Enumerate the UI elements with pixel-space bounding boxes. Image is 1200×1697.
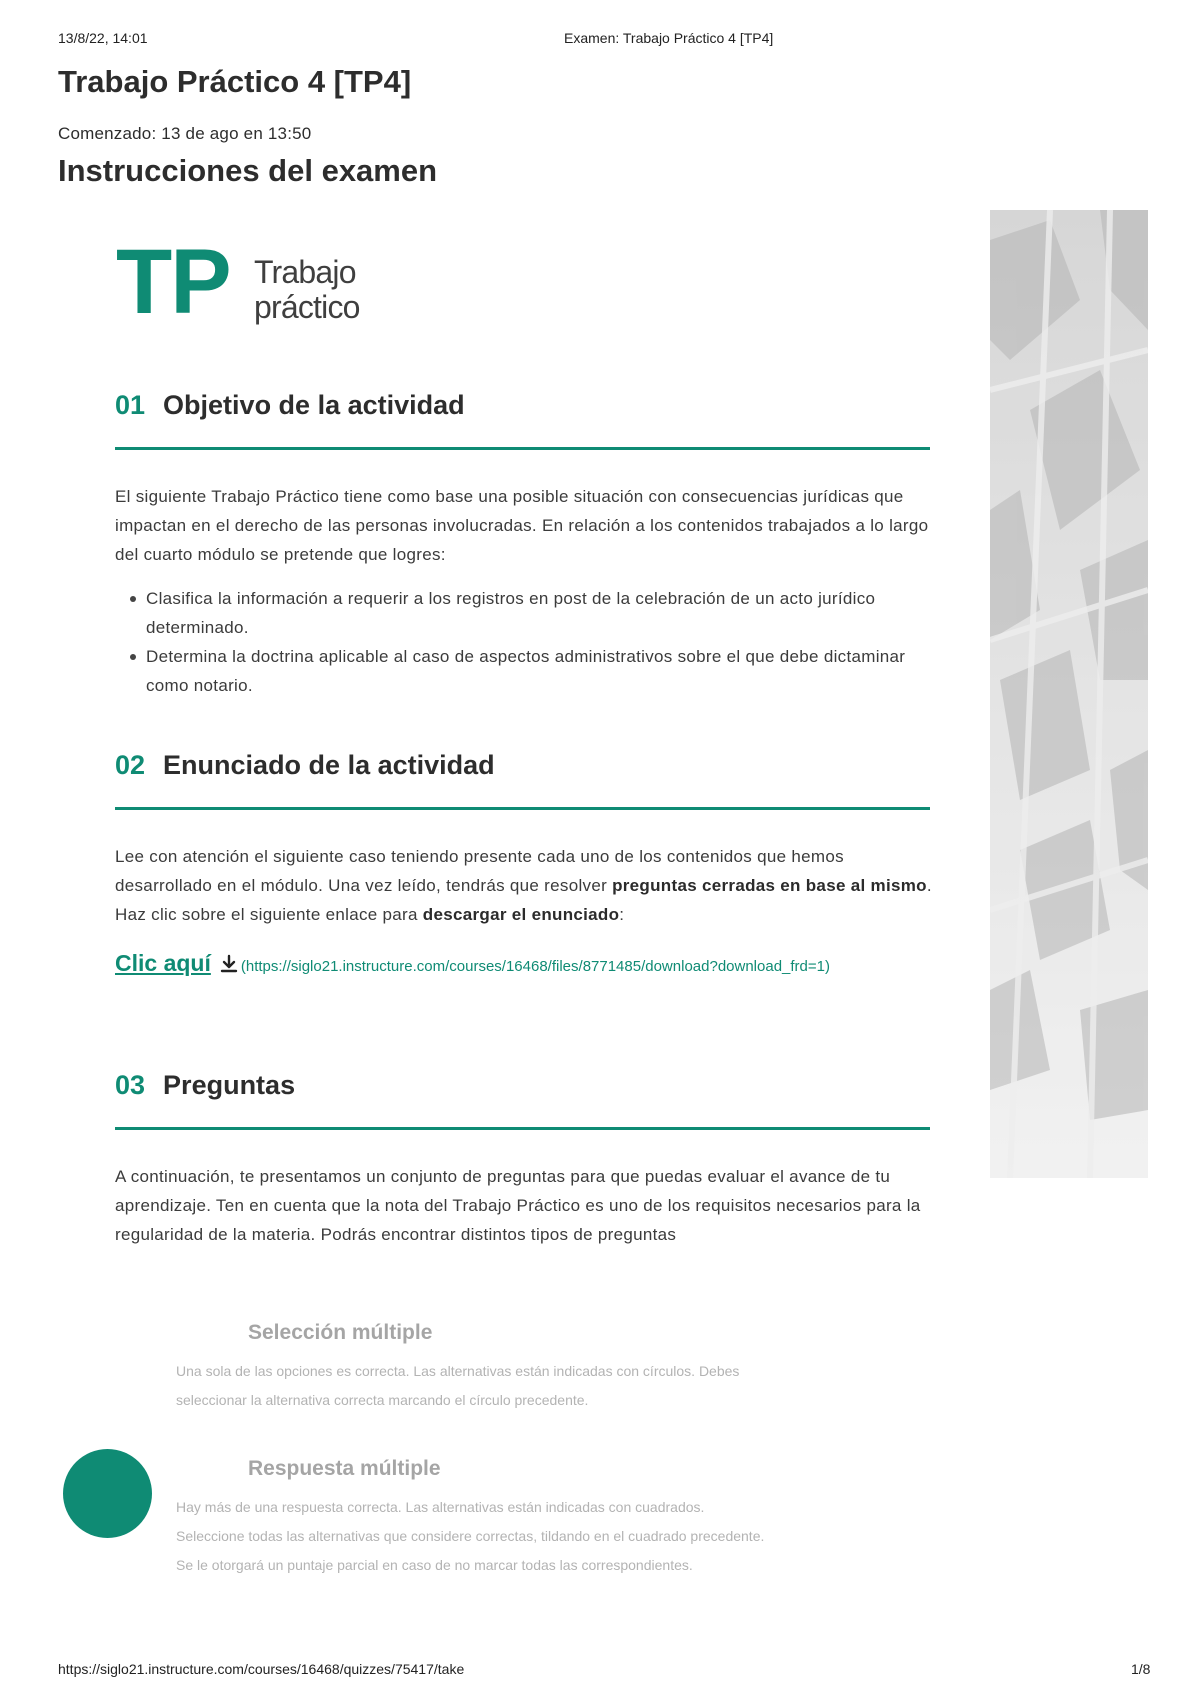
statement-text: : (619, 905, 625, 924)
logo-letters: TP (116, 231, 230, 333)
teal-circle-icon (63, 1449, 152, 1538)
statement-text: . Haz clic sobre el siguiente enlace para (115, 876, 932, 924)
print-document-title: Examen: Trabajo Práctico 4 [TP4] (564, 30, 774, 46)
section-number: 01 (115, 390, 146, 420)
description-line: seleccionar la alternativa correcta marcando el círculo precedente. (176, 1392, 589, 1408)
started-timestamp: Comenzado: 13 de ago en 13:50 (58, 124, 312, 143)
download-url[interactable]: (https://siglo21.instructure.com/courses/16468/files/8771485/download?download_frd=1) (240, 958, 830, 975)
description-line: Seleccione todas las alternativas que considere correctas, tildando en el cuadrado precedente. (176, 1528, 765, 1544)
print-datetime: 13/8/22, 14:01 (58, 30, 148, 46)
section-divider (115, 807, 930, 810)
questions-paragraph: A continuación, te presentamos un conjunto de preguntas para que puedas evaluar el avance de tu aprendizaje. Ten en cuenta que la nota del Trabajo Práctico es uno de los requisitos necesarios para la regularidad de la materia. Podrás encontrar distintos tipos de preguntas (115, 1167, 921, 1244)
statement-bold-text: preguntas cerradas en base al mismo (612, 876, 927, 895)
footer-url: https://siglo21.instructure.com/courses/16468/quizzes/75417/take (58, 1661, 465, 1677)
section-01-heading (115, 390, 465, 421)
section-number: 03 (115, 1070, 146, 1100)
question-type-description (176, 1357, 876, 1415)
list-item: Determina la doctrina aplicable al caso de aspectos administrativos sobre el que debe dictaminar como notario. (130, 642, 920, 700)
download-icon[interactable] (219, 954, 239, 985)
section-divider (115, 447, 930, 450)
statement-bold-text: descargar el enunciado (422, 905, 620, 924)
description-line: Hay más de una respuesta correcta. Las alternativas están indicadas con cuadrados. (176, 1499, 705, 1515)
question-type-title: Respuesta múltiple (248, 1457, 441, 1480)
section-03-heading (115, 1070, 295, 1101)
logo-word-practico: práctico (254, 289, 360, 325)
logo-word-trabajo: Trabajo (254, 254, 356, 290)
instructions-title: Instrucciones del examen (58, 153, 438, 188)
question-type-title: Selección múltiple (248, 1321, 433, 1344)
section-title: Objetivo de la actividad (163, 390, 465, 420)
footer-page-number: 1/8 (1131, 1661, 1151, 1677)
section-title: Enunciado de la actividad (163, 750, 495, 780)
section-title: Preguntas (163, 1070, 296, 1100)
download-link[interactable]: Clic aquí (115, 950, 211, 976)
statement-paragraph (115, 842, 945, 929)
section-number: 02 (115, 750, 146, 780)
description-line: Una sola de las opciones es correcta. Las alternativas están indicadas con círculos. Debes (176, 1363, 740, 1379)
logo-words (254, 255, 360, 325)
list-item: Clasifica la información a requerir a los registros en post de la celebración de un acto jurídico determinado. (130, 584, 920, 642)
objective-list (130, 584, 920, 700)
question-type-description (176, 1493, 876, 1580)
description-line: Se le otorgará un puntaje parcial en caso de no marcar todas las correspondientes. (176, 1557, 693, 1573)
section-02-heading (115, 750, 495, 781)
page-title: Trabajo Práctico 4 [TP4] (58, 64, 412, 99)
section-divider (115, 1127, 930, 1130)
decorative-side-image (990, 210, 1148, 1178)
lattice-pattern-icon (990, 210, 1148, 1178)
download-link-line (115, 948, 875, 985)
objective-paragraph: El siguiente Trabajo Práctico tiene como base una posible situación con consecuencias jurídicas que impactan en el derecho de las personas involucradas. En relación a los contenidos trabajados a lo largo del cuarto módulo se pretende que logres: (115, 487, 929, 564)
statement-text: Lee con atención el siguiente caso teniendo presente cada uno de los contenidos que hemos desarrollado en el módulo. Una vez leído, tendrás que resolver (115, 847, 844, 895)
